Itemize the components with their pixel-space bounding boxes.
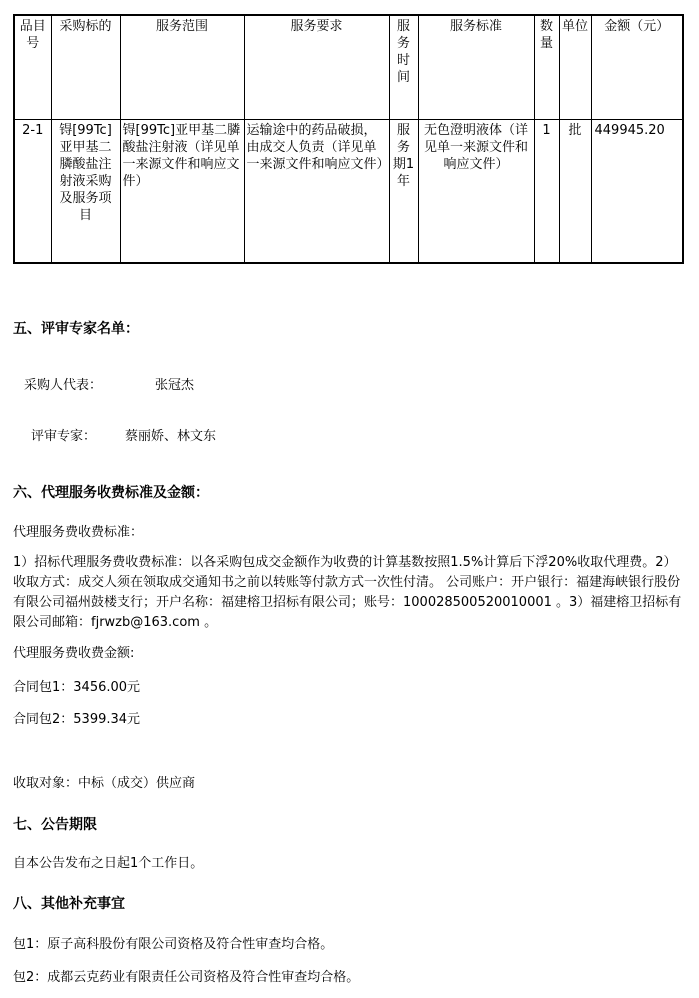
header-requirement: 服务要求 [244,15,389,120]
header-scope: 服务范围 [120,15,244,120]
buyer-rep-label: 采购人代表： [24,378,103,393]
experts-label: 评审专家： [31,429,97,444]
header-service-time: 服务时间 [389,15,418,120]
cell-quantity: 1 [534,120,559,264]
section-8-title: 八、其他补充事宜 [13,896,125,912]
table-header-row [14,15,683,120]
supplement-line-1: 包1：原子高科股份有限公司资格及符合性审查均合格。 [13,937,334,952]
table-row [14,120,683,264]
header-unit: 单位 [559,15,591,120]
fee-standard-text: 1）招标代理服务费收费标准：以各采购包成交金额作为收费的计算基数按照1.5%计算后下浮20%收取代理费。2）收取方式：成交人须在领取成交通知书之前以转账等付款方式一次性付清。 公司账户：开户银行：福建海峡银行股份有限公司福州鼓楼支行；开户名称：福建榕卫招标有限公司；账号：100028500520010001 。3）福建榕卫招标有限公司邮箱：fjrwzb@163.com 。 [13,555,682,630]
header-standard: 服务标准 [418,15,534,120]
fee-standard-label: 代理服务费收费标准： [13,525,144,540]
cell-subject: 锝[99Tc]亚甲基二膦酸盐注射液采购及服务项目 [51,120,120,264]
cell-item-no: 2-1 [14,120,51,264]
procurement-table [13,14,684,264]
buyer-rep-name: 张冠杰 [155,378,195,393]
fee-payer: 收取对象：中标（成交）供应商 [13,776,196,791]
cell-amount: 449945.20 [591,120,683,264]
header-subject: 采购标的 [51,15,120,120]
fee-amount-label: 代理服务费收费金额: [13,646,135,661]
supplement-line-2: 包2：成都云克药业有限责任公司资格及符合性审查均合格。 [13,970,360,985]
cell-service-time: 服务期1年 [389,120,418,264]
notice-period-text: 自本公告发布之日起1个工作日。 [13,856,204,871]
package-1-fee: 合同包1：3456.00元 [13,680,141,695]
cell-unit: 批 [559,120,591,264]
cell-standard: 无色澄明液体（详见单一来源文件和响应文件） [418,120,534,264]
cell-requirement: 运输途中的药品破损，由成交人负责（详见单一来源文件和响应文件） [244,120,389,264]
header-amount: 金额（元） [591,15,683,120]
section-6-title: 六、代理服务收费标准及金额： [13,485,209,501]
cell-scope: 锝[99Tc]亚甲基二膦酸盐注射液（详见单一来源文件和响应文件） [120,120,244,264]
package-2-fee: 合同包2：5399.34元 [13,712,141,727]
header-quantity: 数量 [534,15,559,120]
section-7-title: 七、公告期限 [13,817,97,833]
section-5-title: 五、评审专家名单： [13,321,139,337]
header-item-no: 品目号 [14,15,51,120]
experts-names: 蔡丽娇、林文东 [125,429,217,444]
